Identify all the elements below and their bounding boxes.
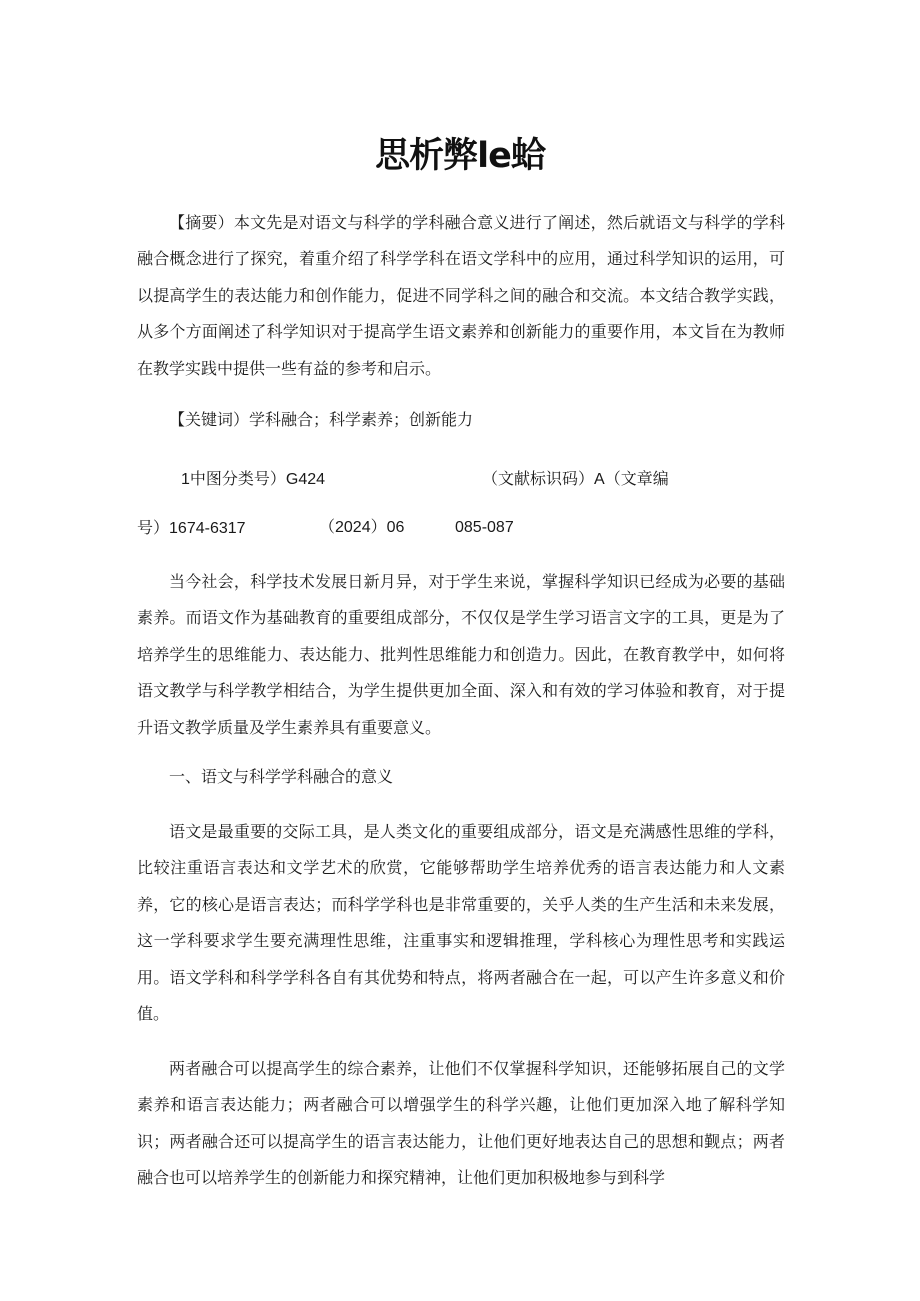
article-no-label-b: 号）: [137, 518, 170, 537]
section-paragraph-1: 语文是最重要的交际工具，是人类文化的重要组成部分，语文是充满感性思维的学科，比较注重语言表达和文学艺术的欣赏，它能够帮助学生培养优秀的语言表达能力和人文素养，它的核心是语言表达；而科学学科也是非常重要的，关乎人类的生产生活和未来发展，这一学科要求学生要充满理性思维，注重事实和逻辑推理，学科核心为理性思考和实践运用。语文学科和科学学科各自有其优势和特点，将两者融合在一起，可以产生许多意义和价值。: [137, 822, 785, 1024]
doc-code-line: [482, 467, 669, 492]
section-heading: 一、语文与科学学科融合的意义: [169, 767, 394, 786]
article-no-label-a: （文章编: [604, 469, 669, 488]
clc-value: G424: [285, 471, 326, 488]
pages-value: 085-087: [455, 519, 514, 536]
keywords-line: 【关键词）学科融合；科学素养；创新能力: [169, 410, 474, 429]
doc-code-label: （文献标识码）: [482, 469, 595, 488]
article-no-line: [137, 516, 246, 541]
classification-line: [181, 467, 325, 492]
section-paragraph-2: 两者融合可以提高学生的综合素养，让他们不仅掌握科学知识，还能够拓展自己的文学素养和语言表达能力；两者融合可以增强学生的科学兴趣，让他们更加深入地了解科学知识；两者融合还可以提高学生的语言表达能力，让他们更好地表达自己的思想和觐点；两者融合也可以培养学生的创新能力和探究精神，让他们更加积极地参与到科学: [137, 1059, 785, 1188]
page-title: 思析弊le蛤: [375, 136, 545, 176]
year-issue-value: （2024）06: [319, 519, 405, 536]
intro-paragraph: 当今社会，科学技术发展日新月异，对于学生来说，掌握科学知识已经成为必要的基础素养。而语文作为基础教育的重要组成部分，不仅仅是学生学习语言文字的工具，更是为了培养学生的思维能力、表达能力、批判性思维能力和创造力。因此，在教育教学中，如何将语文教学与科学教学相结合，为学生提供更加全面、深入和有效的学习体验和教育，对于提升语文教学质量及学生素养具有重要意义。: [137, 572, 785, 737]
article-no-value: 1674-6317: [169, 520, 246, 537]
abstract-paragraph: 【摘要）本文先是对语文与科学的学科融合意义进行了阐述，然后就语文与科学的学科融合概念进行了探究，着重介绍了科学学科在语文学科中的应用，通过科学知识的运用，可以提高学生的表达能力和创作能力，促进不同学科之间的融合和交流。本文结合教学实践，从多个方面阐述了科学知识对于提高学生语文素养和创新能力的重要作用，本文旨在为教师在教学实践中提供一些有益的参考和启示。: [137, 213, 785, 378]
clc-label: 1中图分类号）: [181, 471, 286, 488]
doc-code-value: A: [594, 471, 605, 488]
